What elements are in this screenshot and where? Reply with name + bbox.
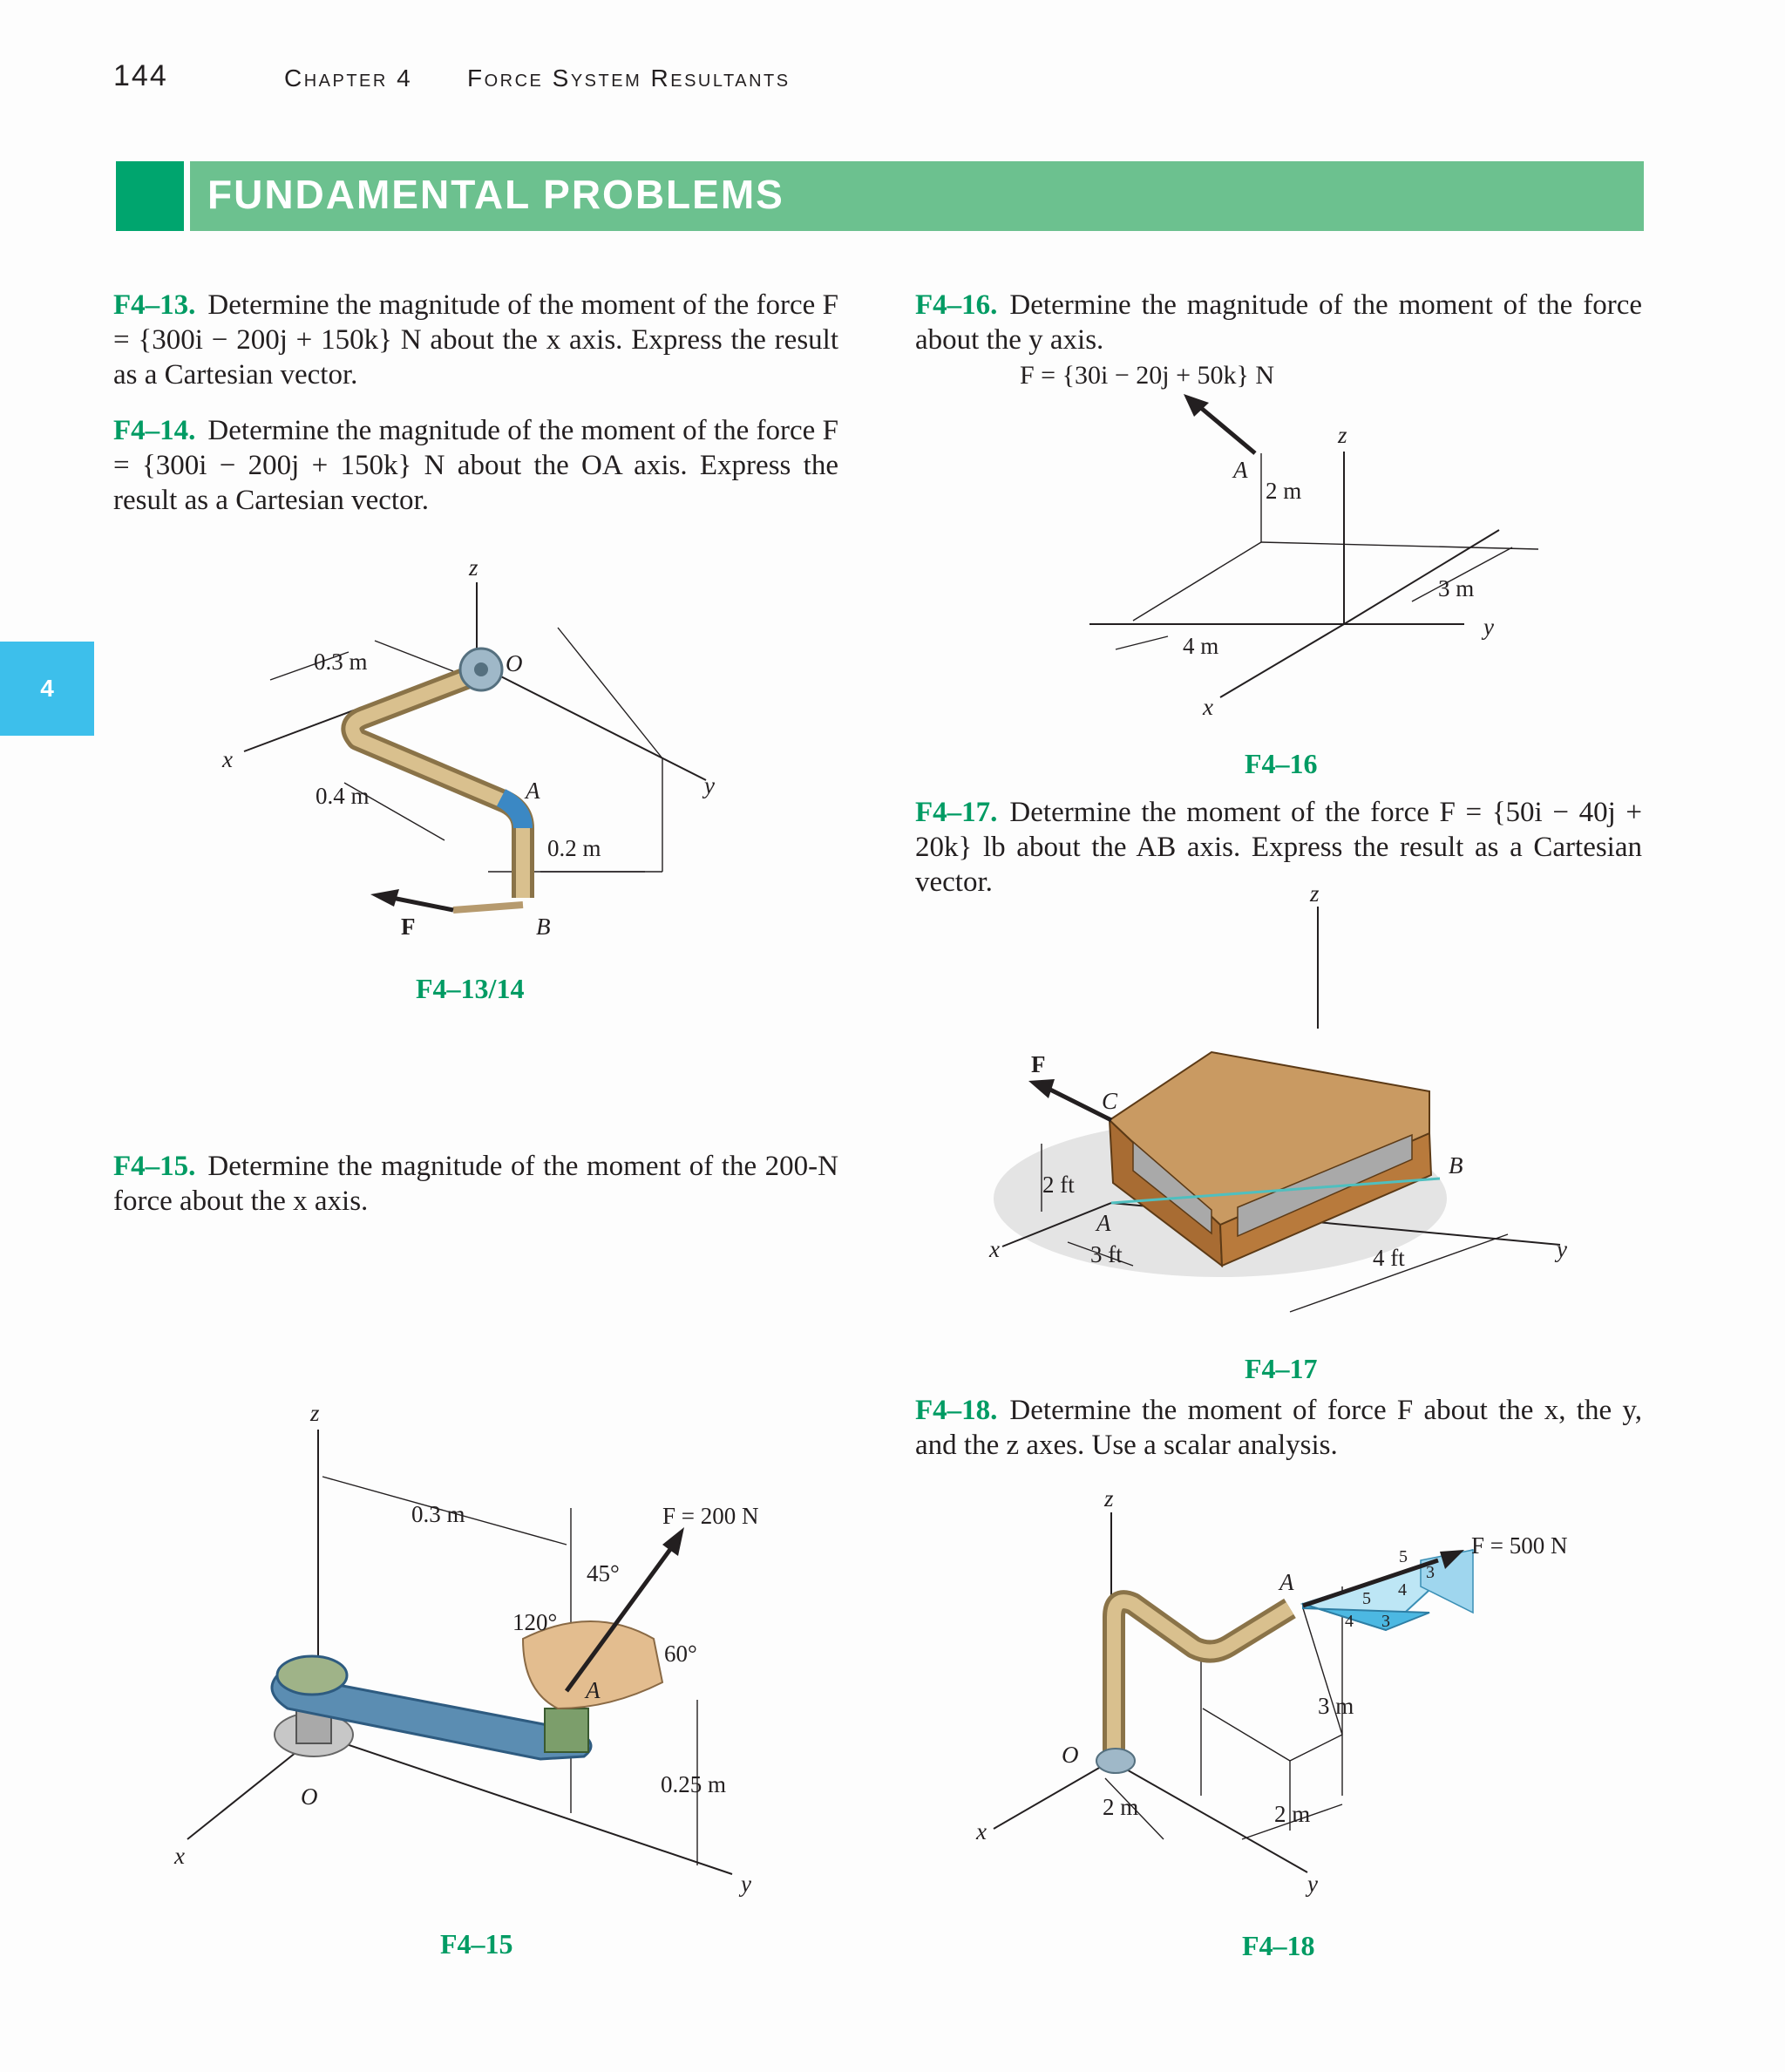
- f415-y-label: y: [741, 1871, 751, 1897]
- f418-o-label: O: [1062, 1742, 1079, 1768]
- f416-a-label: A: [1233, 457, 1248, 483]
- f417-x-label: x: [989, 1236, 1000, 1262]
- f417-a-label: A: [1096, 1210, 1111, 1236]
- f418-slope-3b: 3: [1381, 1612, 1390, 1631]
- problem-text: Determine the magnitude of the moment of the force F = {300i − 200j + 150k} N about the x axis. Express the result as a Cartesian vector.: [113, 289, 838, 391]
- problem-number: F4–16.: [915, 289, 998, 321]
- problem-text: Determine the moment of the force F = {50i − 40j + 20k} lb about the AB axis. Express the result as a Cartesian vector.: [915, 797, 1642, 898]
- problem-text: Determine the moment of force F about the x, the y, and the z axes. Use a scalar analysis.: [915, 1395, 1642, 1461]
- f413-o-label: O: [506, 650, 523, 676]
- problem-text: Determine the magnitude of the moment of the force F = {300i − 200j + 150k} N about the OA axis. Express the result as a Cartesian vector.: [113, 415, 838, 516]
- f413-dim-02: 0.2 m: [547, 835, 601, 861]
- f413-z-label: z: [469, 554, 478, 581]
- f416-caption: F4–16: [1245, 748, 1318, 779]
- f413-dim-03: 0.3 m: [314, 649, 368, 675]
- f418-a-label: A: [1279, 1569, 1294, 1595]
- f418-dim-2m-a: 2 m: [1103, 1794, 1139, 1820]
- f415-angle-60: 60°: [664, 1641, 697, 1667]
- f417-dim-2ft: 2 ft: [1042, 1172, 1075, 1198]
- f416-dim-4m: 4 m: [1183, 633, 1219, 659]
- f4-16-equation: F = {30i − 20j + 50k} N: [1020, 361, 1275, 390]
- problem-text: Determine the magnitude of the moment of the 200-N force about the x axis.: [113, 1151, 838, 1217]
- f415-dim-025: 0.25 m: [661, 1771, 727, 1797]
- f416-z-label: z: [1338, 422, 1347, 448]
- f415-x-label: x: [174, 1843, 185, 1869]
- f418-caption: F4–18: [1242, 1930, 1315, 1961]
- problem-number: F4–13.: [113, 289, 196, 321]
- f417-dim-4ft: 4 ft: [1373, 1245, 1405, 1271]
- problem-number: F4–18.: [915, 1395, 998, 1426]
- chapter-tab-label: 4: [40, 675, 54, 702]
- f417-c-label: C: [1102, 1088, 1118, 1114]
- problem-number: F4–15.: [113, 1151, 196, 1182]
- f413-y-label: y: [704, 772, 715, 798]
- f413-b-label: B: [536, 914, 551, 940]
- problem-number: F4–14.: [113, 415, 196, 446]
- f418-x-label: x: [976, 1818, 987, 1844]
- f417-z-label: z: [1310, 880, 1320, 907]
- f418-slope-4a: 4: [1398, 1580, 1407, 1600]
- f418-slope-3a: 3: [1426, 1563, 1435, 1582]
- f418-slope-5a: 5: [1399, 1547, 1408, 1566]
- f418-y-label: y: [1307, 1871, 1318, 1897]
- problem-text: Determine the magnitude of the moment of the force about the y axis.: [915, 289, 1642, 356]
- f413-dim-04: 0.4 m: [316, 783, 370, 809]
- f416-x-label: x: [1203, 694, 1213, 720]
- f417-caption: F4–17: [1245, 1353, 1318, 1384]
- f418-dim-2m-b: 2 m: [1274, 1801, 1311, 1827]
- problem-number: F4–17.: [915, 797, 998, 828]
- f417-dim-3ft: 3 ft: [1090, 1241, 1123, 1267]
- f415-angle-45: 45°: [587, 1560, 620, 1586]
- f415-caption: F4–15: [440, 1928, 513, 1960]
- f416-dim-2m: 2 m: [1266, 478, 1302, 504]
- f418-slope-5b: 5: [1362, 1589, 1371, 1608]
- f413-caption: F4–13/14: [416, 973, 525, 1004]
- f418-force-label: F = 500 N: [1471, 1532, 1568, 1559]
- section-title: FUNDAMENTAL PROBLEMS: [207, 172, 784, 217]
- f415-angle-120: 120°: [512, 1609, 558, 1635]
- f413-a-label: A: [526, 778, 540, 804]
- f413-f-label: F: [401, 914, 416, 940]
- f415-dim-03: 0.3 m: [411, 1501, 465, 1527]
- f417-f-label: F: [1031, 1051, 1046, 1077]
- f415-z-label: z: [310, 1400, 320, 1426]
- f418-z-label: z: [1104, 1485, 1114, 1512]
- f416-dim-3m: 3 m: [1438, 575, 1475, 601]
- pipe-assembly: [1096, 1601, 1290, 1773]
- f415-o-label: O: [301, 1783, 318, 1810]
- f415-a-label: A: [586, 1677, 601, 1703]
- f416-y-label: y: [1483, 614, 1494, 640]
- f415-force-label: F = 200 N: [662, 1503, 759, 1529]
- f418-dim-3m: 3 m: [1318, 1693, 1354, 1719]
- f418-slope-4b: 4: [1345, 1612, 1354, 1631]
- f417-b-label: B: [1449, 1152, 1463, 1179]
- f417-y-label: y: [1557, 1236, 1567, 1262]
- chapter-title: Force System Resultants: [467, 65, 791, 92]
- f413-x-label: x: [222, 746, 233, 772]
- chapter-label: Chapter 4: [284, 65, 413, 92]
- page-number: 144: [113, 59, 168, 92]
